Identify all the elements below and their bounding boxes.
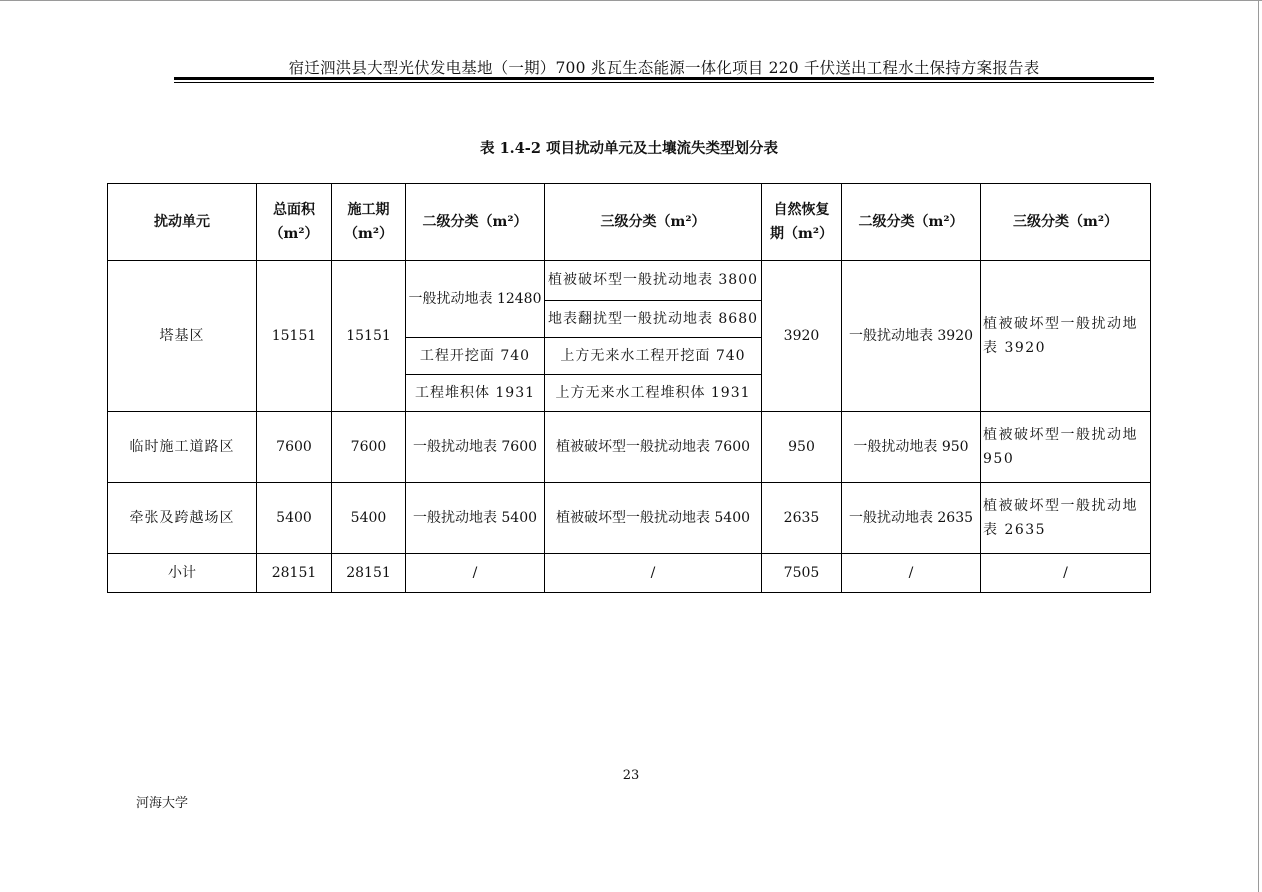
cell-level2: 一般扰动地表 7600	[406, 412, 545, 483]
cell-level2: 一般扰动地表 5400	[406, 483, 545, 554]
cell-recovery-level3: 植被破坏型一般扰动地表 2635	[981, 483, 1151, 554]
table-header-row	[108, 184, 1151, 261]
cell-total: 5400	[257, 483, 332, 554]
header-rule-thick	[174, 77, 1154, 80]
table-caption: 表 1.4-2 项目扰动单元及土壤流失类型划分表	[480, 140, 778, 157]
cell-level3: 上方无来水工程堆积体 1931	[545, 375, 762, 412]
disturbance-unit-table	[107, 183, 1151, 593]
cell-total-recovery-level3: /	[981, 554, 1151, 593]
table-row	[108, 412, 1151, 483]
cell-recovery-level2: 一般扰动地表 950	[842, 412, 981, 483]
header-rule-thin	[174, 82, 1154, 83]
header-recovery-level3: 三级分类（m²）	[981, 184, 1151, 261]
header-total-area: 总面积 （m²）	[257, 184, 332, 261]
cell-level2: 工程堆积体 1931	[406, 375, 545, 412]
cell-level3: 植被破坏型一般扰动地表 7600	[545, 412, 762, 483]
document-header-title: 宿迁泗洪县大型光伏发电基地（一期）700 兆瓦生态能源一体化项目 220 千伏送出工程水土保持方案报告表	[288, 59, 1040, 77]
cell-total-label: 小计	[108, 554, 257, 593]
cell-recovery-level2: 一般扰动地表 3920	[842, 261, 981, 412]
cell-total-construction: 28151	[332, 554, 406, 593]
cell-recovery-level2: 一般扰动地表 2635	[842, 483, 981, 554]
cell-total-level3: /	[545, 554, 762, 593]
cell-construction: 15151	[332, 261, 406, 412]
page-border-right	[1258, 0, 1259, 892]
table-total-row	[108, 554, 1151, 593]
cell-recovery: 950	[762, 412, 842, 483]
cell-total: 15151	[257, 261, 332, 412]
cell-level2: 工程开挖面 740	[406, 338, 545, 375]
cell-total: 7600	[257, 412, 332, 483]
table-row	[108, 483, 1151, 554]
cell-unit: 塔基区	[108, 261, 257, 412]
cell-construction: 7600	[332, 412, 406, 483]
cell-recovery: 3920	[762, 261, 842, 412]
cell-total-recovery: 7505	[762, 554, 842, 593]
footer-organization: 河海大学	[136, 796, 189, 811]
page-border-top	[0, 0, 1262, 1]
cell-recovery: 2635	[762, 483, 842, 554]
cell-level2: 一般扰动地表 12480	[406, 261, 545, 338]
table-row	[108, 261, 1151, 301]
header-recovery: 自然恢复 期（m²）	[762, 184, 842, 261]
cell-total-area: 28151	[257, 554, 332, 593]
header-recovery-level2: 二级分类（m²）	[842, 184, 981, 261]
page-number: 23	[622, 768, 640, 783]
header-unit: 扰动单元	[108, 184, 257, 261]
cell-total-recovery-level2: /	[842, 554, 981, 593]
cell-unit: 临时施工道路区	[108, 412, 257, 483]
cell-level3: 植被破坏型一般扰动地表 5400	[545, 483, 762, 554]
cell-recovery-level3: 植被破坏型一般扰动地表 3920	[981, 261, 1151, 412]
cell-total-level2: /	[406, 554, 545, 593]
header-construction: 施工期 （m²）	[332, 184, 406, 261]
header-level2: 二级分类（m²）	[406, 184, 545, 261]
cell-level3: 植被破坏型一般扰动地表 3800	[545, 261, 762, 301]
cell-unit: 牵张及跨越场区	[108, 483, 257, 554]
cell-recovery-level3: 植被破坏型一般扰动地 950	[981, 412, 1151, 483]
cell-level3: 地表翻扰型一般扰动地表 8680	[545, 301, 762, 338]
cell-construction: 5400	[332, 483, 406, 554]
header-level3: 三级分类（m²）	[545, 184, 762, 261]
cell-level3: 上方无来水工程开挖面 740	[545, 338, 762, 375]
